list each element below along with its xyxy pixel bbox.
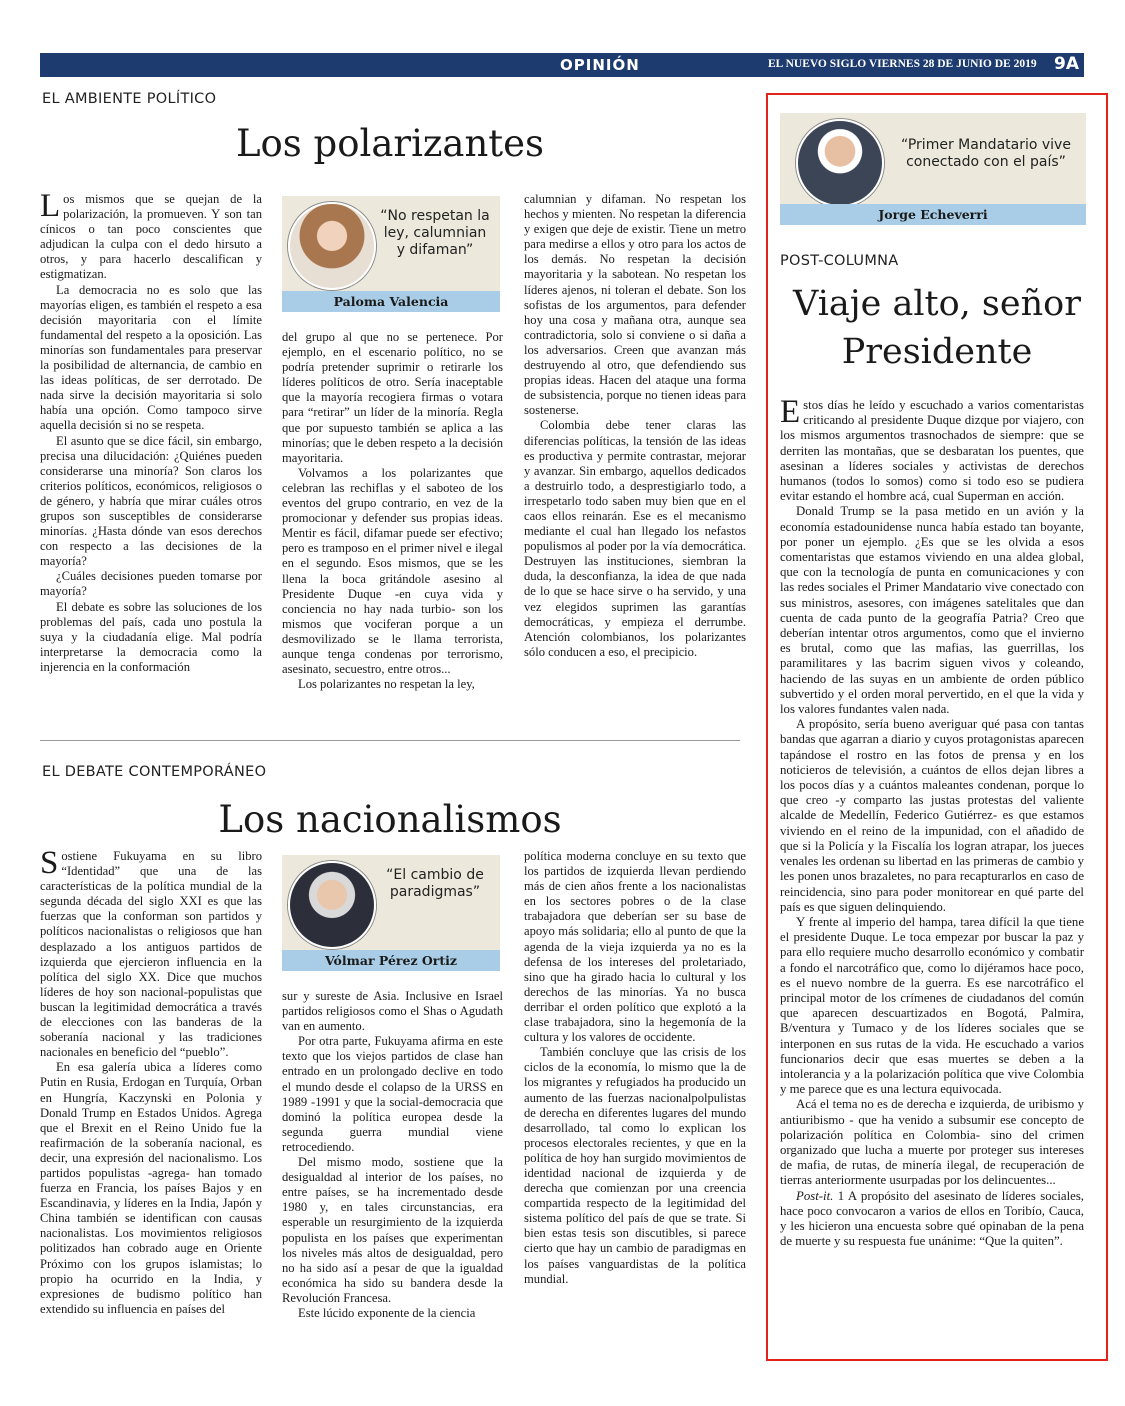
author-quote-box [282,196,500,312]
article2-section-label: EL DEBATE CONTEMPORÁNEO [42,764,267,780]
article2-col3-paragraph: política moderna concluye en su texto que los partidos de izquierda llevan perdiendo más de cien años frente a los nacionalistas en los sectores pobres o de la clase trabajadora que deberían ser su base de apoyo más solidaria; ello al punto de que la agenda de la vieja izquierda ya no es la defensa de los intereses del proletariado, sino que ha girado hacia lo cultural y los derechos de las minorías. Ya no busca derribar el orden político que explotó a la clase trabajadora, sino la hegemonía de la cultura y los valores de occidente. [524,849,746,1045]
article3-paragraph: Acá el tema no es de derecha e izquierda, de uribismo y antiuribismo - que ha venido a subsumir ese concepto de polarización política en Colombia- sino del crimen organizado que lucha a muerte por proteger sus intereses de mafia, de rutas, de minería ilegal, de recuperación de tierras anteriormente usurpadas por los delincuentes... [780,1097,1084,1188]
author-photo [288,202,376,290]
article2-col1-text: ostiene Fukuyama en su libro “Identidad” que una de las características de la política mundial de la segunda década del siglo XXI es que las fuerzas que la conforman son partidos y políticos nacionalistas o religiosos que han desplazado a los antiguos partidos de izquierda que ejercieron influencia en la política del siglo XX. Dice que muchos líderes de hoy son nacional-populistas que buscan la legitimidad democrática a través de elecciones con las banderas de la soberanía nacional y las tradiciones nacionales en beneficio del “pueblo”. [40,849,262,1060]
article1-headline: Los polarizantes [235,122,545,165]
article2-col1-paragraph: En esa galería ubica a líderes como Putin en Rusia, Erdogan en Turquía, Orban en Hungría, Kaczynski en Polonia y Donald Trump en Estados Unidos. Agrega que el Brexit en el Reino Unido fue la reafirmación de la soberanía nacional, es decir, una expresión del nacionalismo. Los partidos populistas -agrega- han tomado fuerza en Francia, los países Bajos y en Escandinavia, y líderes en la India, Japón y China también se identifican con causas nacionalistas. Los movimientos religiosos politizados han cobrado auge en Oriente Próximo con los grupos islamistas; lo propio ha ocurrido en la India, y expresiones de budismo político han extendido su influencia en países del [40,1060,262,1316]
article3-paragraph [780,398,1084,504]
author-name: Vólmar Pérez Ortiz [282,950,500,971]
article2-col2-paragraph: Por otra parte, Fukuyama afirma en este texto que los viejos partidos de clase han entrado en un prolongado declive en todo el mundo desde el colapso de la URSS en 1989 -1991 y que la social-democracia que dominó la política europea desde la segunda guerra mundial viene retrocediendo. [282,1034,503,1154]
article1-col1-text: os mismos que se quejan de la polarización, la promueven. Y son tan cínicos o tan poco conscientes que adjudican la culpa con el dedo hirsuto a otros, y para hacerlo descalifican y estigmatizan. [40,192,262,282]
article1-col1-paragraph: El debate es sobre las soluciones de los problemas del país, cada uno postula la suya y la ciudadanía elige. Mal podría interpretarse la democracia como la injerencia en la conformación [40,599,262,674]
article2-headline: Los nacionalismos [218,798,562,841]
article1-section-label: EL AMBIENTE POLÍTICO [42,91,217,107]
article1-col2-paragraph: Los polarizantes no respetan la ley, [298,677,475,692]
article1-col1-paragraph [40,192,262,283]
author-quote-box [780,113,1086,225]
article1-col1-paragraph: ¿Cuáles decisiones pueden tomarse por mayoría? [40,569,262,599]
article3-paragraph: A propósito, sería bueno averiguar qué pasa con tantas bandas que agarran a diario y cuyos protagonistas aparecen tapándose el rostro en las fotos de prensa y en los noticieros de televisión, a cuántos de ellos dejan libres a los pocos días y a cuántos maleantes condenan, porque lo que creo -y comparto las justas protestas del valiente alcalde de Medellín, Federico Gutiérrez- es que estamos viviendo en el reino de la impunidad, con el añadido de que si la Policía y la Fiscalía los logran atrapar, los jueces venales les ordenan su libertad en las primeras de cambio y les ponen unos brazaletes, no para recapturarlos en caso de reincidencia, sino para poder monitorear en qué parte del país es que siguen delinquiendo. [780,717,1084,914]
section-name: OPINIÓN [560,56,640,74]
dropcap: S [40,849,59,881]
dropcap: E [780,398,801,430]
author-name: Jorge Echeverri [780,204,1086,225]
article1-col2-paragraph: del grupo al que no se pertenece. Por ejemplo, en el escenario político, no se podría pretender suprimir o retirarle los líderes políticos de otro. Sería inaceptable que la mayoría recogiera firmas o votara para “retirar” un líder de la minoría. Regla que por supuesto también se aplica a las minorías; que le deben respeto a la decisión mayoritaria. [282,330,503,465]
article2-column-1 [40,849,262,1355]
pull-quote: “Primer Mandatario vive conectado con el país” [901,137,1071,170]
article3-headline-line-2: Presidente [841,332,1033,372]
article3-text: stos días he leído y escuchado a varios comentaristas criticando al presidente Duque dizque por viajero, con los mismos argumentos trasnochados de siempre: que se derriten las montañas, que se desbaratan los puentes, que asesinan a líderes sociales y activistas de derechos humanos (todos lo somos) como si todo eso se pudiera evitar estando el hombre acá, cual Superman en acción. [780,398,1084,504]
pull-quote: “No respetan la ley, calumnian y difaman” [380,208,490,258]
author-quote-box [282,855,500,971]
article2-col2-paragraph: Del mismo modo, sostiene que la desigualdad al interior de los países, no entre países, se ha incrementado desde 1980 y, en tales circunstancias, era esperable un resurgimiento de la izquierda populista en los países que experimentan los niveles más altos de desigualdad, pero no ha sido así a pesar de que la igualdad económica ha sido su bandera desde la Revolución Francesa. [282,1155,503,1305]
article2-col1-paragraph [40,849,262,1060]
article2-col2-paragraph: sur y sureste de Asia. Inclusive en Israel partidos religiosos como el Shas o Agudath van en aumento. [282,989,503,1034]
article-divider [40,740,740,741]
paper-name-date: EL NUEVO SIGLO VIERNES 28 DE JUNIO DE 2019 [768,58,1037,70]
article3-paragraph: Y frente al imperio del hampa, tarea difícil la que tiene el presidente Duque. Le toca empezar por buscar la paz y para ello requiere mucho desarrollo económico y combatir a fondo el narcotráfico que, como lo dijéramos hace poco, es el nuevo nombre de la guerra. Es ese narcotráfico el principal motor de los crímenes de ciudadanos del común que aparecen descuartizados en Bogotá, Palmira, B/ventura y Tumaco y de los líderes sociales que se interponen en sus rutas de la vida. He escuchado a varios funcionarios decir que esas muertes se deben a la intolerancia y a la polarización política que vive Colombia y me parece que es una lectura equivocada. [780,914,1084,1097]
pull-quote: “El cambio de paradigmas” [386,867,484,900]
article2-col2-paragraph: Este lúcido exponente de la ciencia [298,1305,476,1320]
dropcap: L [40,192,61,224]
article1-col3-paragraph: Colombia debe tener claras las diferencias políticas, la tensión de las ideas es productiva y permite contrastar, mejorar y avanzar. Sin embargo, aquellos dedicados a destruirlo todo, a desprestigiarlo todo, a irrespetarlo todo saben muy bien que en el caos ellos reinarán. Ese es el mecanismo mediante el cual han llegado los nefastos populismos al poder por la vía democrática. Destruyen las instituciones, siembran la duda, la desconfianza, la idea de que nada de lo que se hace sirve o ha servido, y una vez elegidos suprimen las garantías democráticas, y empieza el derrumbe. Atención colombianos, los polarizantes sólo conducen a eso, el precipicio. [524,418,746,659]
article1-column-1 [40,192,262,722]
article3-headline-line-1: Viaje alto, señor [793,284,1081,324]
article1-column-3 [524,192,746,722]
article3-paragraph: Donald Trump se la pasa metido en un avión y la economía estadounidense nunca había estado tan boyante, por poner un ejemplo. ¿Es que se les olvida a esos comentaristas que estamos viviendo en una aldea global, que con la tecnología de punta en comunicaciones y con las redes sociales el Primer Mandatario vive conectado con sus ministros, asesores, con imágenes satelitales que dan cuenta de cada punto de la geografía Patria? Creo que deberían intentar otros argumentos, como que el invierno es brutal, como que las mafias, las guerrillas, los paramilitares y las bacrim siguen vivos y coleando, haciendo de las suyas en un ambiente de orden público subvertido y el orden moral pervertido, en el que la vida y los valores fundantes valen nada. [780,504,1084,717]
article1-col1-paragraph: El asunto que se dice fácil, sin embargo, precisa una dilucidación: ¿Quiénes pueden considerarse una minoría? Son claros los criterios políticos, económicos, religiosos o de género, y habría que mirar cuáles otros grupos son susceptibles de considerarse minorías. ¿Hasta dónde van esos derechos con respecto a las decisiones de la mayoría? [40,433,262,569]
author-name: Paloma Valencia [282,291,500,312]
postit-paragraph [780,1189,1084,1250]
article3-body [780,398,1084,1350]
article3-section-label: POST-COLUMNA [780,253,899,269]
postit-label: Post-it. [796,1188,834,1203]
article1-column-2 [282,330,503,722]
author-photo [796,119,884,207]
article1-col1-paragraph: La democracia no es solo que las mayorías eligen, es también el respeto a esa decisión mayoritaria con el límite fundamental del respeto a la oposición. Las minorías son fundamentales para preservar la posibilidad de alternancia, de cambio en las ideas políticas, de ser derrotado. De nada sirve la decisión mayoritaria si solo había una opción. Como tampoco sirve aquella decisión si no se respeta. [40,282,262,433]
article2-col3-paragraph: También concluye que las crisis de los ciclos de la economía, lo mismo que la de los migrantes y refugiados ha producido un aumento de las fuerzas nacionalpolpulistas de derecha en diferentes lugares del mundo desarrollado, tal como lo explican los procesos electorales recientes, y que en la política de hoy han surgido movimientos de identidad nacional de izquierda y de derecha que comienzan por una creencia compartida respecto de la legitimidad del sistema político del país de que se trate. Si bien estas tesis son discutibles, si parece cierto que hay un cambio de paradigmas en los países vanguardistas de la política mundial. [524,1045,746,1286]
article1-col2-paragraph: Volvamos a los polarizantes que celebran las rechiflas y el saboteo de los eventos del grupo contrario, en vez de la promocionar y defender sus propias ideas. Mentir es fácil, difamar puede ser efectivo; pero es tramposo en el primer nivel e ilegal en el segundo. Esos mismos, que se les llena la boca gritándole asesino al Presidente Duque -en cuya vida y conciencia no hay nada turbio- son los mismos que vociferan porque a un desmovilizado se le llama terrorista, aunque tenga condenas por terrorismo, asesinato, secuestro, entre otros... [282,465,503,677]
article2-column-2 [282,989,503,1355]
author-photo [288,861,376,949]
masthead-bar [40,53,1084,77]
postit-text: 1 A propósito del asesinato de líderes sociales, hace poco convocaron a varios de ellos en Toribío, Cauca, y les hicieron una encuesta sobre qué opinaban de la pena de muerte y su respuesta fue unánime: “Que la quiten”. [780,1188,1084,1249]
article2-column-3 [524,849,746,1355]
page-number: 9A [1054,54,1079,74]
article1-col3-paragraph: calumnian y difaman. No respetan los hechos y mienten. No respetan la diferencia y exigen que deje de existir. Tiene un metro para medirse a ellos y otro para los actos de los demás. No respetan la decisión mayoritaria y la sabotean. No respetan los líderes ajenos, ni toleran el debate. Son los sofistas de los argumentos, para defender hoy una cosa y mañana otra, aunque sea contradictoria, solo si conviene o si daña a los adversarios. Creen que avanzan más destruyendo al otro, que defendiendo sus propias ideas. Hacen del ataque una forma de subsistencia, porque no tienen ideas para sostenerse. [524,192,746,418]
